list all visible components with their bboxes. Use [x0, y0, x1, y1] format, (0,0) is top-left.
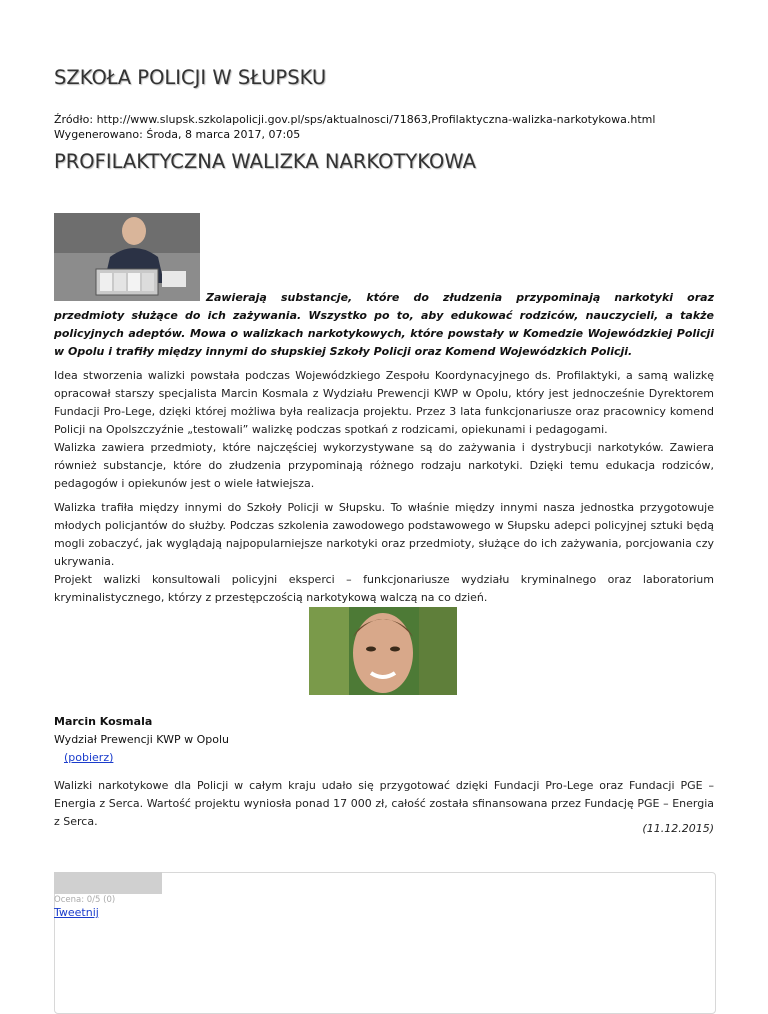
page-meta — [54, 112, 655, 142]
generated-date: Wygenerowano: Środa, 8 marca 2017, 07:05 — [54, 128, 301, 141]
article-lead: Zawierają substancje, które do złudzenia przypominają narkotyki oraz przedmioty służące do ich zażywania. Wszystko po to, aby edukować rodziców, nauczycieli, a także policyjnych adeptów. Mowa o walizkach narkotykowych, które powstały w Komedzie Wojewódzkiej Policji w Opolu i trafiły między innymi do słupskiej Szkoły Policji oraz Komend Wojewódzkich Policji. — [54, 291, 714, 358]
author-block — [54, 713, 229, 767]
article-title: PROFILAKTYCZNA WALIZKA NARKOTYKOWA — [54, 150, 476, 173]
paragraph-2: Walizka trafiła między innymi do Szkoły Policji w Słupsku. To właśnie między innymi nasza jednostka przygotowuje młodych policjantów do służby. Podczas szkolenia zawodowego podstawowego w Słupsku adepci policyjnej sztuki będą mogli zobaczyć, jak wyglądają najpopularniejsze narkotyki oraz przedmioty, służące do ich zażywania, porcjowania czy ukrywania. Projekt walizki konsultowali policyjni eksperci – funkcjonariusze wydziału kryminalnego oraz laboratorium kryminalistycznego, którzy z przestępczością narkotykową walczą na co dzień. — [54, 501, 714, 604]
paragraph-3: Walizki narkotykowe dla Policji w całym kraju udało się przygotować dzięki Fundacji Pro-Lege oraz Fundacji PGE – Energia z Serca. Wartość projektu wyniosła ponad 17 000 zł, całość została sfinansowana przez Fundację PGE – Energia z Serca. — [54, 779, 714, 828]
download-link[interactable]: (pobierz) — [64, 751, 114, 764]
paragraph-1: Idea stworzenia walizki powstała podczas Wojewódzkiego Zespołu Koordynacyjnego ds. Profilaktyki, a samą walizkę opracował starszy specjalista Marcin Kosmala z Wydziału Prewencji KWP w Opolu, który jest jednocześnie Dyrektorem Fundacji Pro-Lege, dzięki której możliwa była realizacja projektu. Przez 3 lata funkcjonariusze oraz pracownicy komend Policji na Opolszczyźnie „testowali” walizkę podczas spotkań z rodzicami, opiekunami i pedagogami. Walizka zawiera przedmioty, które najczęściej wykorzystywane są do zażywania i dystrybucji narkotyków. Zawiera również substancje, które do złudzenia przypominają różnego rodzaju narkotyki. Dzięki temu edukacja rodziców, pedagogów i opiekunów jest o wiele łatwiejsza. — [54, 369, 714, 490]
rating-stars[interactable] — [54, 872, 162, 894]
source-url: Źródło: http://www.slupsk.szkolapolicji.gov.pl/sps/aktualnosci/71863,Profilaktyczna-walizka-narkotykowa.html — [54, 113, 656, 126]
author-photo — [309, 607, 457, 695]
author-name: Marcin Kosmala — [54, 715, 153, 728]
author-unit: Wydział Prewencji KWP w Opolu — [54, 733, 229, 746]
suitcase-photo — [54, 213, 200, 301]
rating-text: Ocena: 0/5 (0) — [54, 895, 116, 905]
tweet-link[interactable]: Tweetnij — [54, 906, 99, 919]
article-date: (11.12.2015) — [642, 822, 714, 835]
site-title: SZKOŁA POLICJI W SŁUPSKU — [54, 66, 327, 89]
